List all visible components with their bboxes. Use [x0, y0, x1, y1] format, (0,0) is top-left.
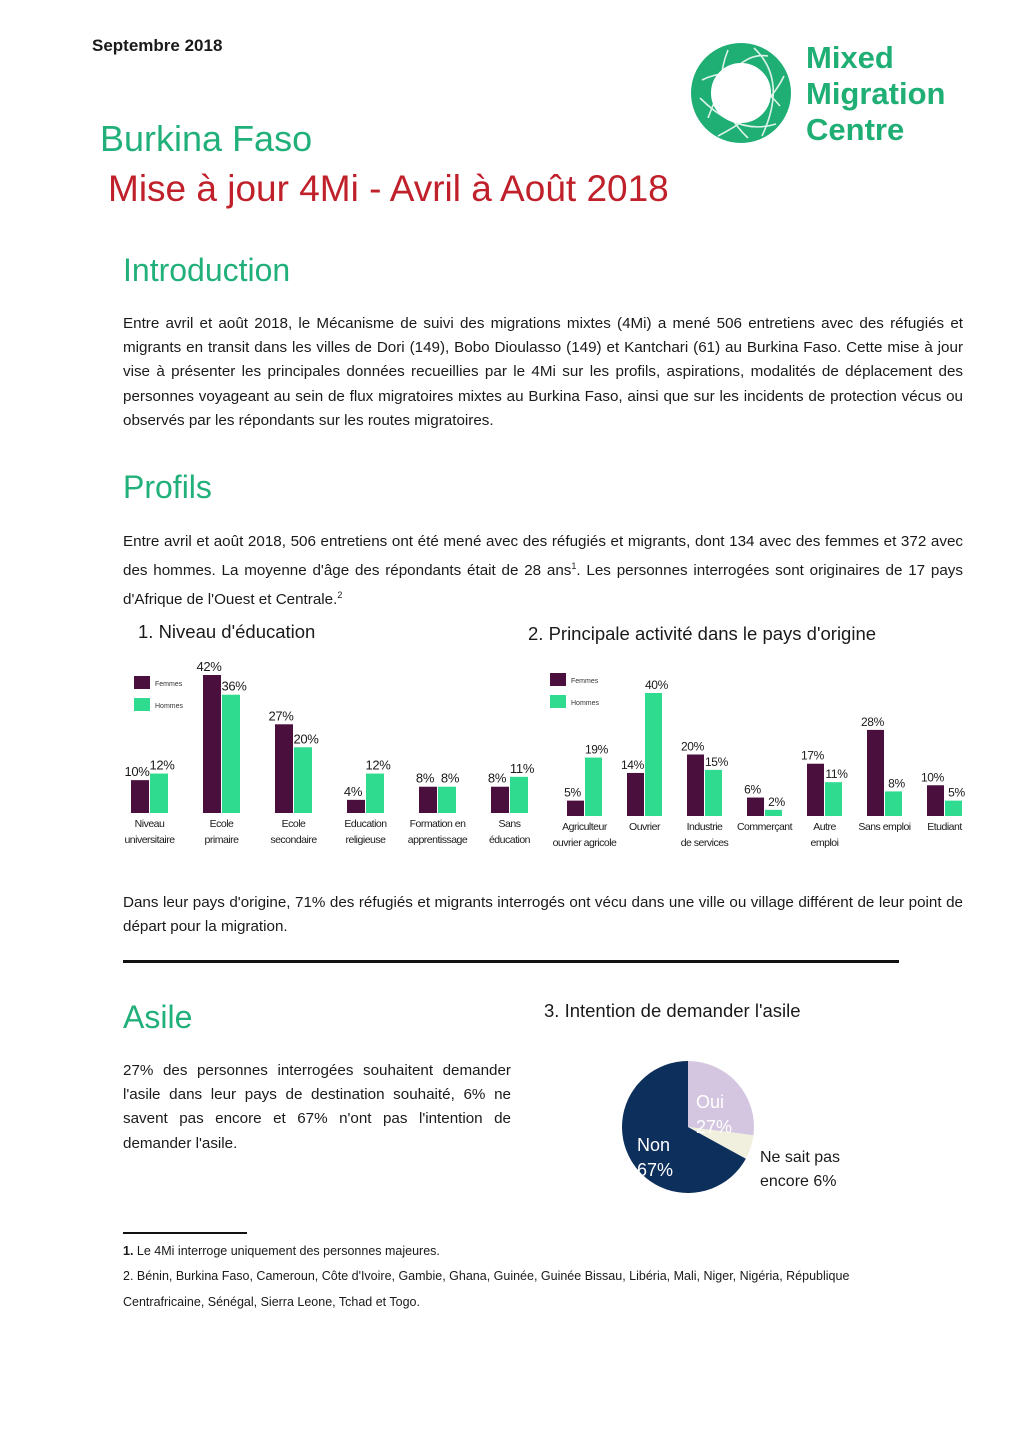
chart1-bar-femmes [347, 800, 365, 813]
chart1-category-label: religieuse [345, 834, 386, 846]
footnote-2-number: 2. [123, 1269, 134, 1283]
chart2-bar-hommes [945, 801, 962, 816]
chart2-category-label: de services [680, 837, 729, 849]
chart3-title: 3. Intention de demander l'asile [544, 1000, 801, 1021]
mmc-logo-text [806, 40, 946, 148]
chart1-category-label: secondaire [270, 834, 317, 846]
chart1-data-label: 8% [440, 770, 460, 786]
chart1-title: 1. Niveau d'éducation [138, 621, 316, 642]
chart2-data-label: 15% [704, 754, 729, 769]
asile-paragraph: 27% des personnes interrogées souhaitent demander l'asile dans leur pays de destination souhaité, 6% ne savent pas encore et 67% n'ont pas l'intention de demander l'asile. [123, 1062, 511, 1152]
chart2-data-label: 17% [800, 748, 825, 763]
chart2-bar-hommes [645, 693, 662, 816]
chart2-bar-femmes [747, 798, 764, 816]
chart2-bar-femmes [807, 764, 824, 816]
chart2-data-label: 20% [680, 739, 705, 754]
country-title: Burkina Faso [100, 118, 313, 159]
chart1-data-label: 11% [509, 760, 535, 776]
chart2-title: 2. Principale activité dans le pays d'origine [528, 623, 877, 644]
chart1-legend-label-femmes: Femmes [155, 681, 183, 688]
chart2-data-label: 5% [948, 785, 965, 800]
footnote-divider [123, 1232, 247, 1234]
report-date: Septembre 2018 [92, 36, 223, 55]
chart1-legend-label-hommes: Hommes [155, 703, 184, 710]
chart1-bar-femmes [275, 724, 293, 813]
chart2-category-label: Industrie [686, 821, 723, 833]
chart1-data-label: 36% [221, 678, 247, 694]
profils-paragraph [123, 530, 963, 613]
chart1-legend-swatch-femmes [134, 676, 150, 689]
chart1-bar-hommes [150, 774, 168, 813]
chart1-data-label: 8% [487, 770, 507, 786]
chart2-bar-femmes [927, 785, 944, 816]
section-divider [123, 960, 899, 963]
chart2-bar-femmes [627, 773, 644, 816]
pie-label-nsp-line1: Ne sait pas [760, 1149, 841, 1166]
footnote-ref-2[interactable]: 2 [337, 590, 343, 601]
chart2-bar-femmes [567, 801, 584, 816]
chart1-data-label: 12% [365, 757, 391, 773]
chart2-bar-femmes [687, 755, 704, 817]
chart1-data-label: 20% [293, 731, 319, 747]
chart1-data-label: 8% [415, 770, 435, 786]
intro-heading: Introduction [123, 252, 291, 288]
chart1-bar-hommes [438, 787, 456, 813]
chart2-data-label: 11% [825, 767, 848, 782]
chart1-category-label: apprentissage [407, 834, 468, 846]
asile-heading: Asile [123, 999, 193, 1035]
footnote-1-text: Le 4Mi interroge uniquement des personnes majeures. [136, 1244, 440, 1258]
footnote-1-number: 1. [123, 1244, 134, 1258]
chart2-category-label: Autre [813, 821, 836, 833]
profils-paragraph-2: Dans leur pays d'origine, 71% des réfugiés et migrants interrogés ont vécu dans une ville ou village différent de leur point de départ pour la migration. [123, 894, 963, 936]
chart1-category-label: Sans [498, 818, 521, 830]
chart1-bar-hommes [510, 777, 528, 813]
chart1-category-label: Ecole [209, 818, 234, 830]
chart1-data-label: 27% [268, 708, 294, 724]
profils-text-a: Entre avril et août 2018, 506 entretiens ont été mené avec des réfugiés et migrants, dont 134 avec des femmes et 372 avec des hommes. La moyenne d'âge des répondants était de 28 ans [123, 533, 963, 580]
footnote-ref-1[interactable]: 1 [571, 561, 577, 572]
chart2-data-label: 5% [564, 785, 581, 800]
chart1-data-label: 4% [343, 783, 363, 799]
chart2-bar-femmes [867, 730, 884, 816]
chart2-category-label: Etudiant [927, 821, 962, 833]
chart1-legend-swatch-hommes [134, 698, 150, 711]
chart1-data-label: 42% [196, 659, 222, 674]
profils-text-b: . Les personnes interrogées sont originaires de 17 pays d'Afrique de l'Ouest et Centrale. [123, 562, 963, 609]
chart1-category-label: Education [344, 818, 387, 830]
chart2-bar-hommes [705, 770, 722, 816]
chart2-category-label: emploi [810, 837, 839, 849]
chart2-category-label: Agriculteur [562, 821, 607, 833]
chart1-category-label: universitaire [124, 834, 175, 846]
chart1-category-label: Ecole [281, 818, 306, 830]
chart2-category-label: ouvrier agricole [552, 837, 617, 849]
chart2-data-label: 8% [888, 776, 905, 791]
chart2-bar-hommes [765, 810, 782, 816]
chart2-bar-hommes [885, 791, 902, 816]
footnote-2-text: Bénin, Burkina Faso, Cameroun, Côte d'Ivoire, Gambie, Ghana, Guinée, Guinée Bissau, Libéria, Mali, Niger, Nigéria, République Centrafricaine, Sénégal, Sierra Leone, Tchad et Togo. [123, 1269, 850, 1309]
chart1-bar-hommes [222, 695, 240, 813]
chart1-bar-hommes [366, 774, 384, 813]
pie-label-nsp-line2: encore 6% [760, 1173, 837, 1190]
chart2-data-label: 2% [768, 794, 785, 809]
chart1-category-label: primaire [204, 834, 239, 846]
chart1-bar-femmes [203, 675, 221, 813]
chart2-bar-hommes [585, 758, 602, 816]
chart2-legend-label-hommes: Hommes [571, 700, 600, 707]
logo-line-3: Centre [806, 112, 905, 147]
pie-label-non-name: Non [637, 1135, 671, 1155]
chart2-legend-swatch-femmes [550, 673, 566, 686]
footnote-1 [123, 1238, 923, 1264]
mmc-logo [688, 40, 968, 150]
pie-label-non-pct: 67% [637, 1160, 674, 1180]
profils-heading: Profils [123, 469, 212, 505]
education-bar-chart [110, 650, 540, 860]
chart1-data-label: 10% [124, 764, 150, 780]
chart2-data-label: 19% [584, 742, 609, 757]
chart2-category-label: Commerçant [736, 821, 793, 833]
chart1-category-label: éducation [488, 834, 531, 846]
chart2-category-label: Sans emploi [858, 821, 911, 833]
chart2-bar-hommes [825, 782, 842, 816]
chart1-data-label: 12% [149, 757, 175, 773]
activity-bar-chart [530, 660, 1000, 860]
chart1-bar-femmes [419, 787, 437, 813]
footnote-2 [123, 1263, 913, 1315]
logo-line-1: Mixed [806, 40, 894, 75]
chart1-bar-hommes [294, 747, 312, 813]
chart2-category-label: Ouvrier [629, 821, 660, 833]
report-subtitle: Mise à jour 4Mi - Avril à Août 2018 [108, 168, 669, 209]
pie-label-oui-pct: 27% [696, 1117, 733, 1137]
chart2-data-label: 28% [860, 714, 885, 729]
chart1-bar-femmes [491, 787, 509, 813]
chart2-data-label: 40% [644, 678, 669, 692]
chart2-data-label: 14% [620, 757, 645, 772]
pie-label-oui-name: Oui [696, 1092, 725, 1112]
chart1-category-label: Niveau [134, 818, 165, 830]
asylum-pie-chart [600, 1060, 900, 1220]
chart2-data-label: 10% [920, 770, 945, 785]
chart1-bar-femmes [131, 780, 149, 813]
chart1-category-label: Formation en [409, 818, 466, 830]
chart2-legend-label-femmes: Femmes [571, 678, 599, 685]
logo-line-2: Migration [806, 76, 946, 111]
intro-paragraph: Entre avril et août 2018, le Mécanisme de suivi des migrations mixtes (4Mi) a mené 506 entretiens avec des réfugiés et migrants en transit dans les villes de Dori (149), Bobo Dioulasso (149) et Kantchari (61) au Burkina Faso. Cette mise à jour vise à présenter les principales données recueillies par le 4Mi sur les profils, aspirations, modalités de déplacement des personnes voyageant au sein de flux migratoires mixtes au Burkina Faso, ainsi que sur les incidents de protection vécus ou observés par les répondants sur les routes migratoires. [123, 315, 963, 429]
chart2-data-label: 6% [744, 782, 761, 797]
mmc-logo-ring-icon [688, 40, 794, 146]
chart2-legend-swatch-hommes [550, 695, 566, 708]
